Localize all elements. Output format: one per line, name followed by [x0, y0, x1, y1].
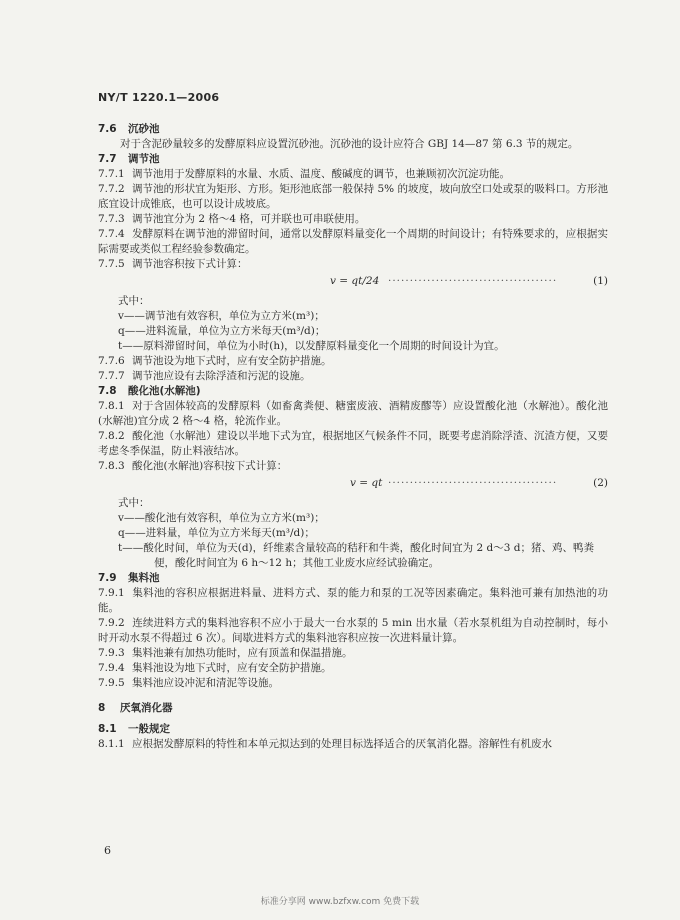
clause-7-9-3: 7.9.3 集料池兼有加热功能时，应有顶盖和保温措施。 [98, 647, 353, 659]
clause-7-9-1: 7.9.1 集料池的容积应根据进料量、进料方式、泵的能力和泵的工况等因素确定。集料池可兼有加热池的功能。 [98, 587, 608, 614]
section-7-9-heading: 7.9 集料池 [98, 572, 160, 584]
clause-7-7-5: 7.7.5 调节池容积按下式计算： [98, 258, 248, 270]
clause-7-8-3: 7.8.3 酸化池(水解池)容积按下式计算： [98, 460, 288, 472]
formula-1 [98, 274, 608, 292]
clause-7-7-3: 7.7.3 调节池宜分为 2 格～4 格，可并联也可串联使用。 [98, 213, 366, 225]
clause-7-9-4: 7.9.4 集料池设为地下式时，应有安全防护措施。 [98, 662, 332, 674]
formula-2-var-v: v——酸化池有效容积，单位为立方米(m³)； [118, 512, 325, 524]
clause-7-9-2: 7.9.2 连续进料方式的集料池容积不应小于最大一台水泵的 5 min 出水量（若水泵机组为自动控制时，每小时开动水泵不得超过 6 次）。间歇进料方式的集料池容积应按一次进料量计算。 [98, 617, 608, 644]
clause-7-9-5: 7.9.5 集料池应设冲泥和清泥等设施。 [98, 677, 279, 689]
formula-1-number: (1) [593, 275, 608, 287]
section-8-1-heading: 8.1 一般规定 [98, 723, 170, 735]
formula-1-var-v: v——调节池有效容积，单位为立方米(m³)； [118, 310, 325, 322]
formula-2-var-t-cont: 便，酸化时间宜为 6 h～12 h；其他工业废水应经试验确定。 [154, 557, 440, 569]
formula-2-where: 式中： [118, 497, 150, 509]
section-7-6-text: 对于含泥砂量较多的发酵原料应设置沉砂池。沉砂池的设计应符合 GBJ 14—87 第 6.3 节的规定。 [120, 138, 579, 150]
section-7-6-heading: 7.6 沉砂池 [98, 123, 160, 135]
formula-2-number: (2) [593, 477, 608, 489]
page-number: 6 [104, 844, 111, 857]
formula-2 [98, 476, 608, 494]
watermark-footer: 标准分享网 www.bzfxw.com 免费下载 [260, 897, 420, 907]
formula-1-where: 式中： [118, 295, 150, 307]
section-7-7-heading: 7.7 调节池 [98, 153, 160, 165]
section-7-8-heading: 7.8 酸化池(水解池) [98, 385, 201, 397]
clause-7-7-6: 7.7.6 调节池设为地下式时，应有安全防护措施。 [98, 355, 332, 367]
formula-1-expression: v = qt/24 [330, 275, 380, 287]
formula-1-leader: ······································· [388, 275, 558, 287]
clause-7-8-2: 7.8.2 酸化池（水解池）建设以半地下式为宜，根据地区气候条件不同，既要考虑消除浮渣、沉渣方便，又要考虑冬季保温，防止料液结冰。 [98, 430, 608, 457]
formula-2-var-t: t——酸化时间，单位为天(d)，纤维素含量较高的秸秆和牛粪，酸化时间宜为 2 d～3 d；猪、鸡、鸭粪 [118, 542, 594, 554]
page-content [98, 122, 608, 752]
clause-7-7-7: 7.7.7 调节池应设有去除浮渣和污泥的设施。 [98, 370, 311, 382]
formula-2-leader: ······································· [388, 477, 558, 489]
formula-1-var-q: q——进料流量，单位为立方米每天(m³/d)； [118, 325, 326, 337]
formula-1-var-t: t——原料滞留时间，单位为小时(h)，以发酵原料量变化一个周期的时间设计为宜。 [118, 340, 505, 352]
clause-8-1-1: 8.1.1 应根据发酵原料的特性和本单元拟达到的处理目标选择适合的厌氧消化器。溶解性有机废水 [98, 738, 552, 750]
clause-7-7-1: 7.7.1 调节池用于发酵原料的水量、水质、温度、酸碱度的调节，也兼顾初次沉淀功能。 [98, 168, 510, 180]
clause-7-7-4: 7.7.4 发酵原料在调节池的滞留时间，通常以发酵原料量变化一个周期的时间设计；有特殊要求的，应根据实际需要或类似工程经验参数确定。 [98, 228, 608, 255]
standard-code-header: NY/T 1220.1—2006 [98, 91, 220, 104]
clause-7-8-1: 7.8.1 对于含固体较高的发酵原料（如畜禽粪便、糖蜜废液、酒精废醪等）应设置酸化池（水解池）。酸化池(水解池)宜分成 2 格～4 格，轮流作业。 [98, 400, 608, 427]
formula-2-var-q: q——进料量，单位为立方米每天(m³/d)； [118, 527, 315, 539]
formula-2-expression: v = qt [350, 477, 383, 489]
clause-7-7-2: 7.7.2 调节池的形状宜为矩形、方形。矩形池底部一般保持 5% 的坡度，坡向放空口处或泵的吸料口。方形池底宜设计成锥底，也可以设计成坡底。 [98, 183, 608, 210]
chapter-8-heading: 8 厌氧消化器 [98, 702, 173, 714]
